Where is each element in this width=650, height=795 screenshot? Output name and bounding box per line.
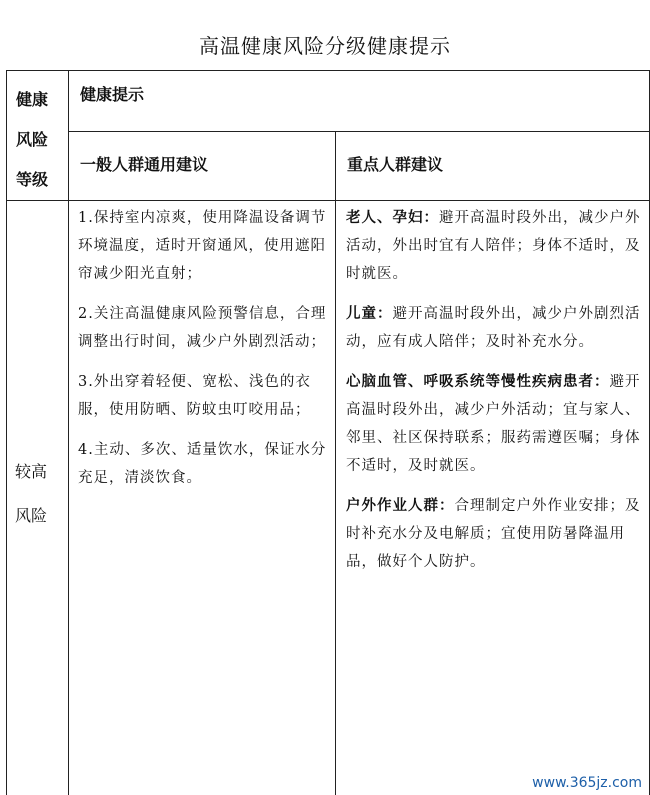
key-group-text: 避开高温时段外出，减少户外活动，外出时宜有人陪伴；身体不适时，及时就医。 — [346, 210, 641, 282]
key-group-name: 心脑血管、呼吸系统等慢性疾病患者： — [346, 374, 610, 390]
risk-level-value: 较高 风险 — [15, 462, 48, 525]
key-group-header: 重点人群建议 — [347, 155, 444, 174]
risk-level-header — [6, 70, 68, 200]
row-divider-2 — [6, 200, 650, 201]
key-group-name: 户外作业人群： — [346, 498, 455, 514]
health-hint-header: 健康提示 — [80, 85, 145, 104]
key-group-name: 老人、孕妇： — [346, 210, 439, 226]
key-group-text: 避开高温时段外出，减少户外活动；宜与家人、邻里、社区保持联系；服药需遵医嘱；身体不适时，及时就医。 — [346, 374, 641, 474]
key-advice-item — [346, 492, 642, 576]
general-advice-item: 4.主动、多次、适量饮水，保证水分充足，清淡饮食。 — [78, 442, 327, 486]
site-watermark: www.365jz.com — [532, 775, 642, 791]
key-group-advice-list — [346, 204, 642, 588]
key-group-text: 合理制定户外作业安排；及时补充水分及电解质；宜使用防暑降温用品，做好个人防护。 — [346, 498, 641, 570]
key-group-name: 儿童： — [346, 306, 393, 322]
general-advice-header: 一般人群通用建议 — [80, 155, 209, 174]
general-advice-item: 3.外出穿着轻便、宽松、浅色的衣服，使用防晒、防蚊虫叮咬用品； — [78, 374, 311, 418]
row-divider-1 — [68, 131, 650, 132]
key-advice-item — [346, 204, 642, 288]
health-risk-table — [6, 70, 650, 795]
key-advice-item — [346, 368, 642, 480]
general-advice-item: 1.保持室内凉爽，使用降温设备调节环境温度，适时开窗通风，使用遮阳帘减少阳光直射； — [78, 210, 327, 282]
general-advice-list — [78, 204, 334, 504]
key-advice-item — [346, 300, 642, 356]
key-group-text: 避开高温时段外出，减少户外剧烈活动，应有成人陪伴；及时补充水分。 — [346, 306, 641, 350]
general-advice-item: 2.关注高温健康风险预警信息，合理调整出行时间，减少户外剧烈活动； — [78, 306, 327, 350]
risk-level-header-text: 健康 风险 等级 — [16, 90, 49, 189]
page-title: 高温健康风险分级健康提示 — [199, 34, 451, 58]
table-border-top — [6, 70, 650, 71]
column-divider-1 — [68, 70, 69, 795]
column-divider-2 — [335, 131, 336, 795]
